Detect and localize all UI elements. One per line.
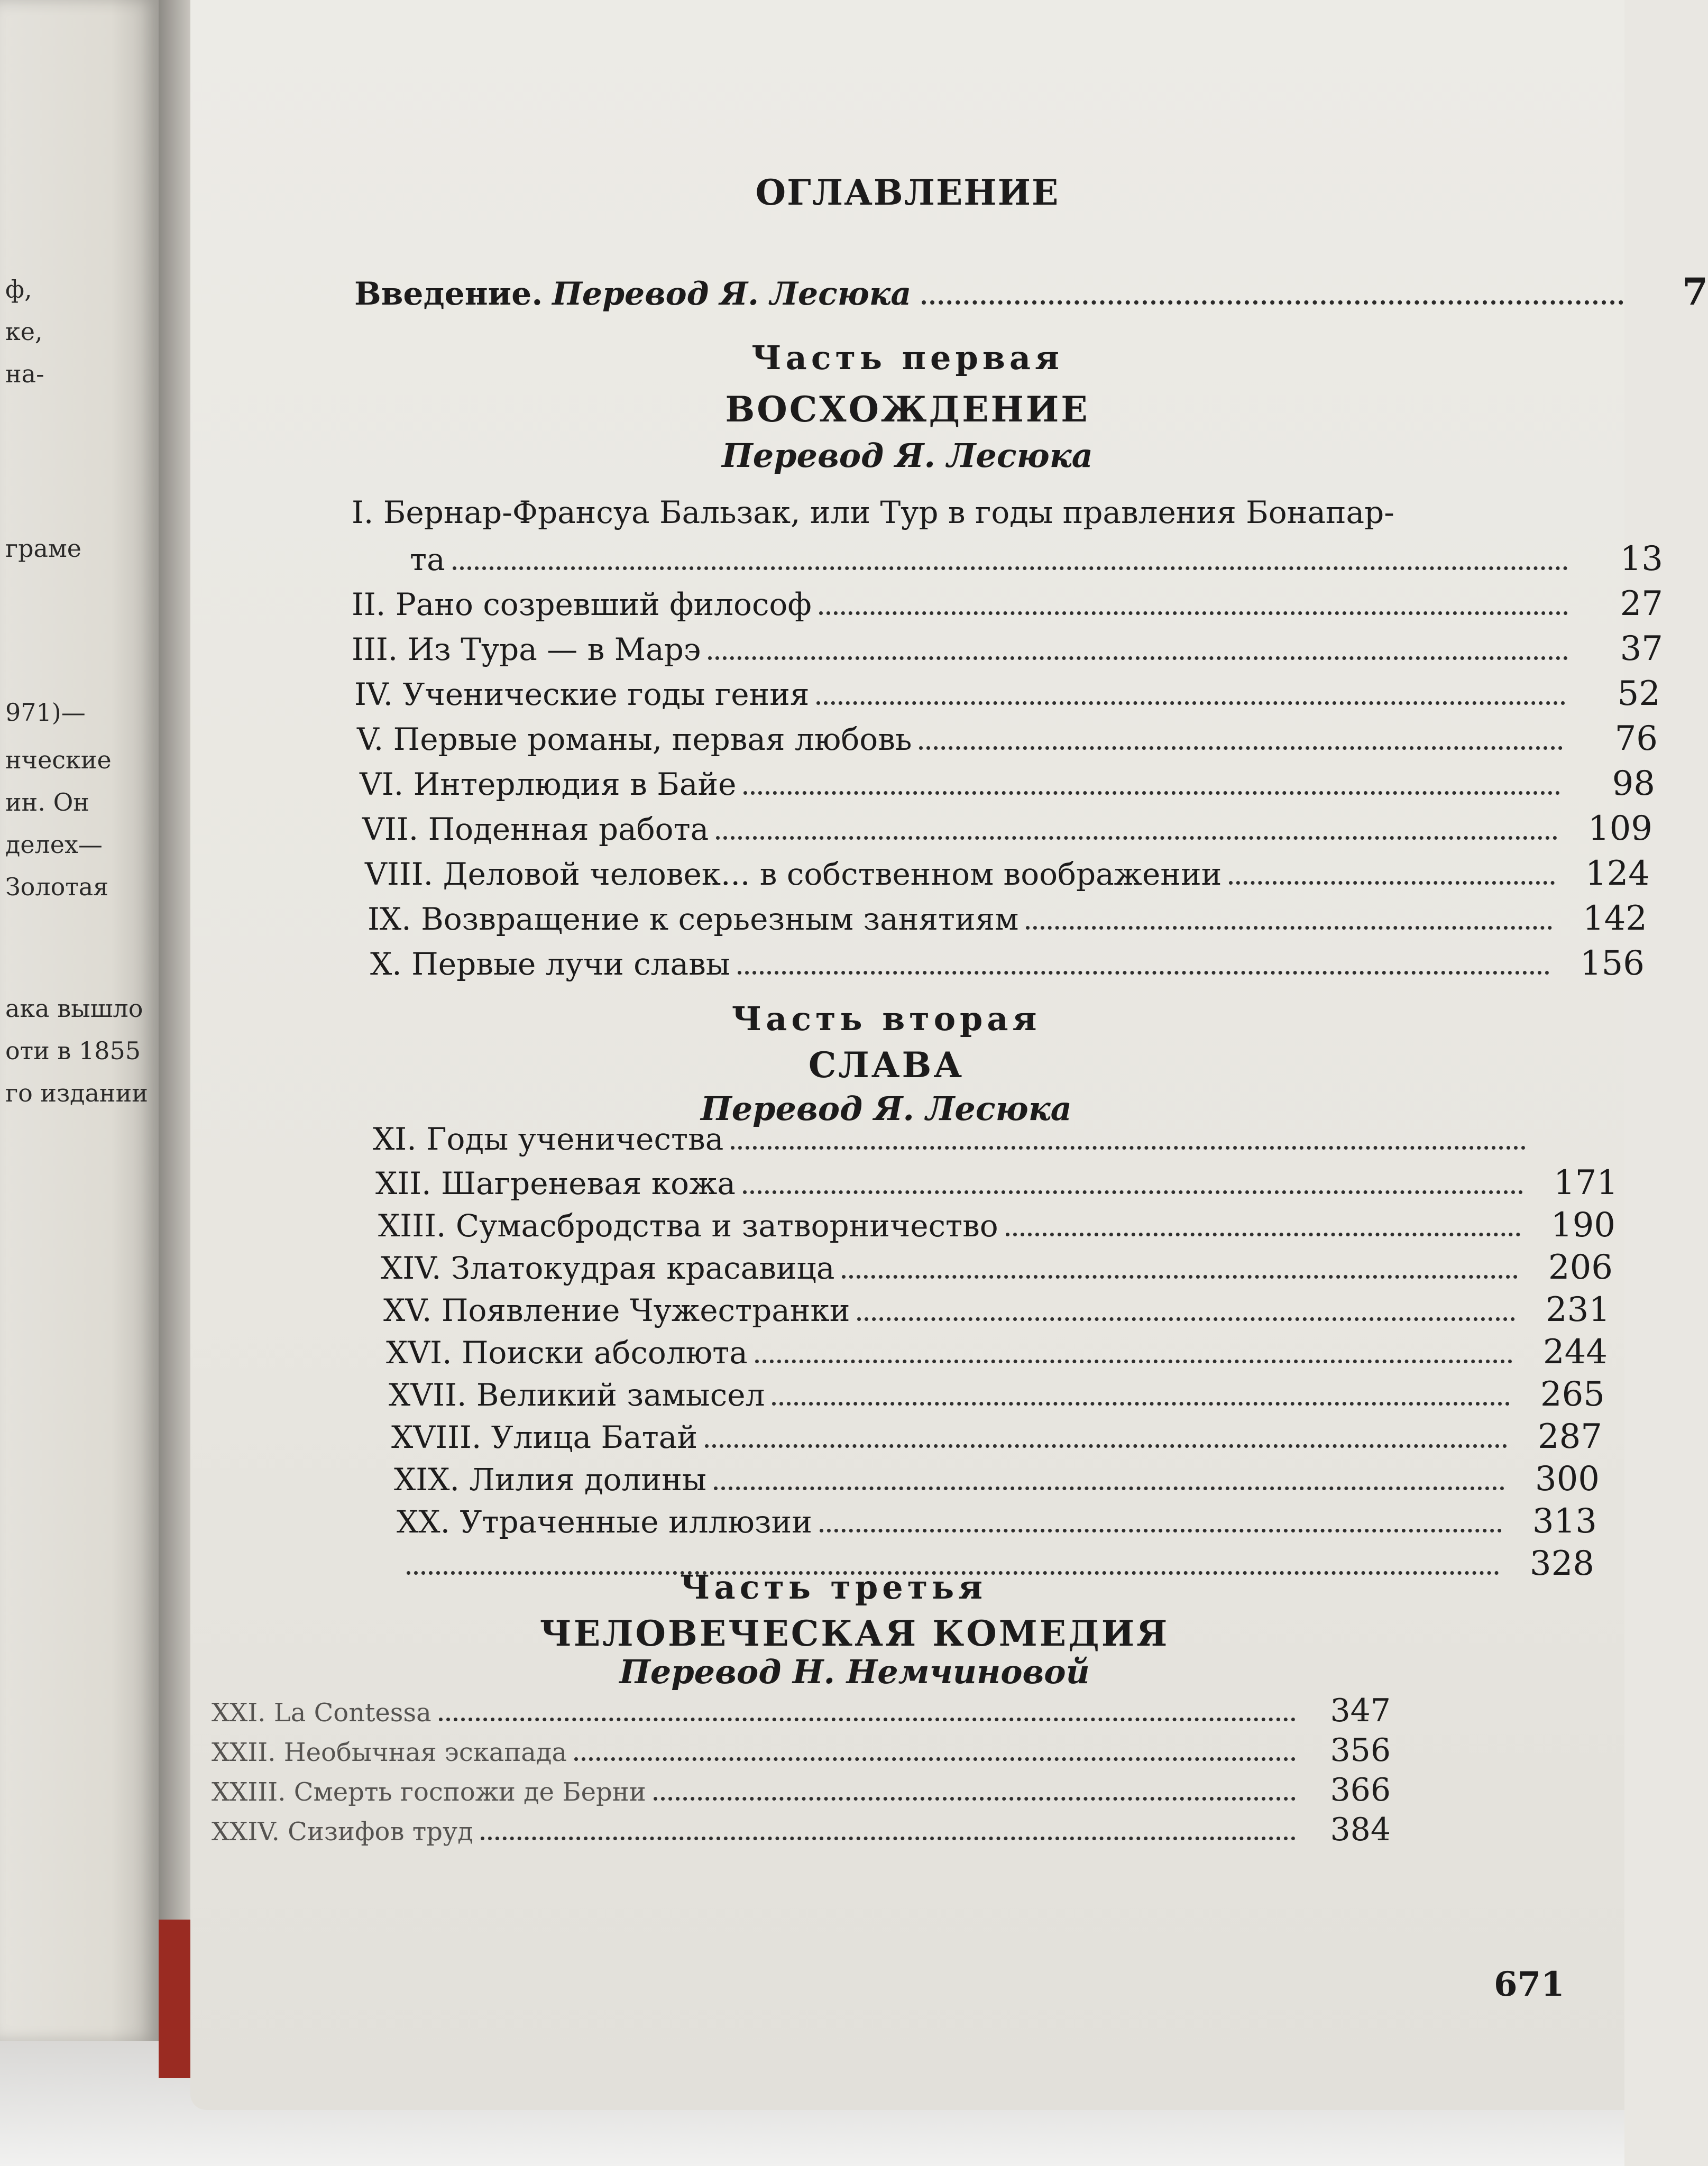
entry-page: 190 <box>1550 1206 1615 1245</box>
entry-page: 37 <box>1620 629 1663 668</box>
entry-page: 76 <box>1614 719 1658 758</box>
dot-leader <box>738 971 1549 975</box>
entry-page: 265 <box>1540 1375 1605 1414</box>
entry-title: XI. Годы ученичества <box>373 1121 724 1157</box>
dot-leader <box>842 1275 1518 1279</box>
toc-entry <box>370 944 1645 983</box>
entry-title: II. Рано созревший философ <box>352 586 812 622</box>
entry-title: Введение. <box>354 276 543 313</box>
entry-translator: Перевод Я. Лесюка <box>552 276 912 313</box>
dot-leader <box>743 791 1560 795</box>
entry-page: 356 <box>1330 1732 1391 1769</box>
toc-entry <box>375 1163 1618 1203</box>
entry-page: 98 <box>1612 764 1655 803</box>
dot-leader <box>453 566 1568 570</box>
facing-text-line: ака вышло <box>5 994 143 1023</box>
entry-page: 27 <box>1620 584 1663 623</box>
toc-entry-introduction <box>354 270 1708 317</box>
toc-entry <box>373 1121 1621 1157</box>
dot-leader <box>772 1402 1510 1406</box>
part-label: Часть первая <box>751 338 1063 377</box>
dot-leader <box>574 1757 1296 1761</box>
entry-title: XVIII. Улица Батай <box>391 1419 698 1455</box>
toc-entry <box>368 899 1647 938</box>
part-label: Часть вторая <box>731 999 1041 1038</box>
toc-entry <box>365 854 1650 893</box>
entry-page: 300 <box>1535 1460 1600 1499</box>
entry-title: VII. Поденная работа <box>362 811 709 847</box>
entry-title: XII. Шагреневая кожа <box>375 1165 736 1201</box>
facing-text-line: 971)— <box>5 698 86 727</box>
toc-entry <box>352 629 1663 668</box>
facing-text-line: го издании <box>5 1079 148 1107</box>
entry-page: 287 <box>1537 1417 1602 1456</box>
toc-entry <box>212 1732 1391 1769</box>
dot-leader <box>731 1146 1526 1150</box>
dot-leader <box>716 836 1557 840</box>
toc-entry <box>212 1772 1391 1809</box>
toc-entry <box>397 1502 1597 1541</box>
facing-text-line: ин. Он <box>5 788 89 816</box>
part-translator: Перевод Я. Лесюка <box>722 436 1093 475</box>
entry-title: XIV. Златокудрая красавица <box>381 1250 835 1286</box>
facing-text-line: ф, <box>5 275 32 304</box>
facing-text-line: оти в 1855 <box>5 1036 141 1065</box>
dot-leader <box>755 1360 1512 1363</box>
facing-text-line: граме <box>5 534 81 563</box>
entry-title: X. Первые лучи славы <box>370 946 730 982</box>
entry-title: IV. Ученические годы гения <box>354 676 810 712</box>
dot-leader <box>919 746 1563 750</box>
entry-title: III. Из Тура — в Марэ <box>352 631 701 667</box>
dot-leader <box>820 1529 1502 1532</box>
entry-page: 328 <box>1529 1544 1594 1583</box>
dot-leader <box>481 1837 1296 1840</box>
toc-entry-first-line: I. Бернар-Франсуа Бальзак, или Тур в годы правления Бонапар- <box>352 494 1394 530</box>
entry-page: 384 <box>1330 1811 1391 1848</box>
toc-entry <box>386 1333 1608 1372</box>
entry-page: 244 <box>1542 1333 1608 1372</box>
entry-title: V. Первые романы, первая любовь <box>357 721 912 757</box>
dot-leader <box>1026 926 1552 930</box>
entry-page: 347 <box>1330 1692 1391 1729</box>
entry-page: 313 <box>1532 1502 1597 1541</box>
entry-title: XV. Появление Чужестранки <box>383 1292 850 1328</box>
dot-leader <box>439 1718 1296 1721</box>
entry-title: XXI. La Contessa <box>212 1698 431 1728</box>
toc-page <box>190 0 1708 2110</box>
dot-leader <box>857 1317 1515 1321</box>
toc-entry <box>394 1460 1600 1499</box>
entry-page: 171 <box>1553 1163 1618 1203</box>
toc-entry <box>354 674 1660 713</box>
entry-title: IX. Возвращение к серьезным занятиям <box>368 901 1019 937</box>
dot-leader <box>1229 881 1555 885</box>
part-translator: Перевод Я. Лесюка <box>701 1089 1072 1128</box>
entry-page: 142 <box>1582 899 1647 938</box>
entry-title: та <box>410 542 445 577</box>
entry-page: 52 <box>1617 674 1660 713</box>
entry-title: VI. Интерлюдия в Байе <box>360 766 737 802</box>
facing-text-line: ке, <box>5 317 43 346</box>
entry-page: 231 <box>1545 1290 1610 1329</box>
entry-title: XIII. Сумасбродства и затворничество <box>378 1208 998 1244</box>
dot-leader <box>743 1190 1523 1194</box>
toc-entry <box>378 1206 1615 1245</box>
toc-entry <box>352 584 1663 623</box>
dot-leader <box>708 656 1568 660</box>
part-name: ЧЕЛОВЕЧЕСКАЯ КОМЕДИЯ <box>539 1613 1170 1654</box>
entry-page: 124 <box>1585 854 1650 893</box>
dot-leader <box>819 611 1568 615</box>
page-number: 671 <box>1494 1965 1565 2004</box>
facing-text-line: нческие <box>5 746 112 774</box>
entry-page: 7 <box>1682 270 1708 314</box>
part-translator: Перевод Н. Немчиновой <box>619 1653 1090 1691</box>
toc-entry <box>212 1692 1391 1729</box>
dot-leader <box>705 1444 1507 1448</box>
entry-page: 109 <box>1587 809 1652 848</box>
entry-title: XIX. Лилия долины <box>394 1462 706 1498</box>
entry-page: 13 <box>1620 539 1663 579</box>
toc-entry <box>391 1417 1602 1456</box>
entry-page: 206 <box>1548 1248 1613 1287</box>
facing-text-line: делех— <box>5 830 103 859</box>
toc-entry <box>389 1375 1605 1414</box>
dot-leader <box>714 1486 1504 1490</box>
facing-page <box>0 0 159 2041</box>
dot-leader <box>1006 1233 1520 1236</box>
entry-title: XVI. Поиски абсолюта <box>386 1335 748 1371</box>
dot-leader <box>654 1797 1296 1801</box>
toc-title: ОГЛАВЛЕНИЕ <box>755 172 1060 213</box>
toc-entry <box>362 809 1652 848</box>
facing-text-line: на- <box>5 360 44 388</box>
dot-leader <box>922 300 1623 305</box>
entry-title: XX. Утраченные иллюзии <box>397 1504 812 1540</box>
dot-leader <box>816 701 1565 705</box>
entry-page: 156 <box>1580 944 1645 983</box>
facing-text-line: Золотая <box>5 873 109 901</box>
toc-entry <box>381 1248 1613 1287</box>
entry-title: XXIV. Сизифов труд <box>212 1817 473 1847</box>
entry-title: XVII. Великий замысел <box>389 1377 765 1413</box>
entry-page: 366 <box>1330 1772 1391 1809</box>
entry-title: VIII. Деловой человек... в собственном воображении <box>365 856 1222 892</box>
toc-entry <box>360 764 1655 803</box>
part-name: ВОСХОЖДЕНИЕ <box>725 389 1090 430</box>
toc-entry <box>357 719 1658 758</box>
toc-entry <box>212 1811 1391 1848</box>
part-label: Часть третья <box>679 1568 987 1607</box>
toc-entry <box>383 1290 1610 1329</box>
entry-title: XXIII. Смерть госпожи де Берни <box>212 1777 646 1807</box>
part-name: СЛАВА <box>808 1044 965 1086</box>
entry-title: XXII. Необычная эскапада <box>212 1738 567 1767</box>
toc-entry <box>352 539 1663 579</box>
